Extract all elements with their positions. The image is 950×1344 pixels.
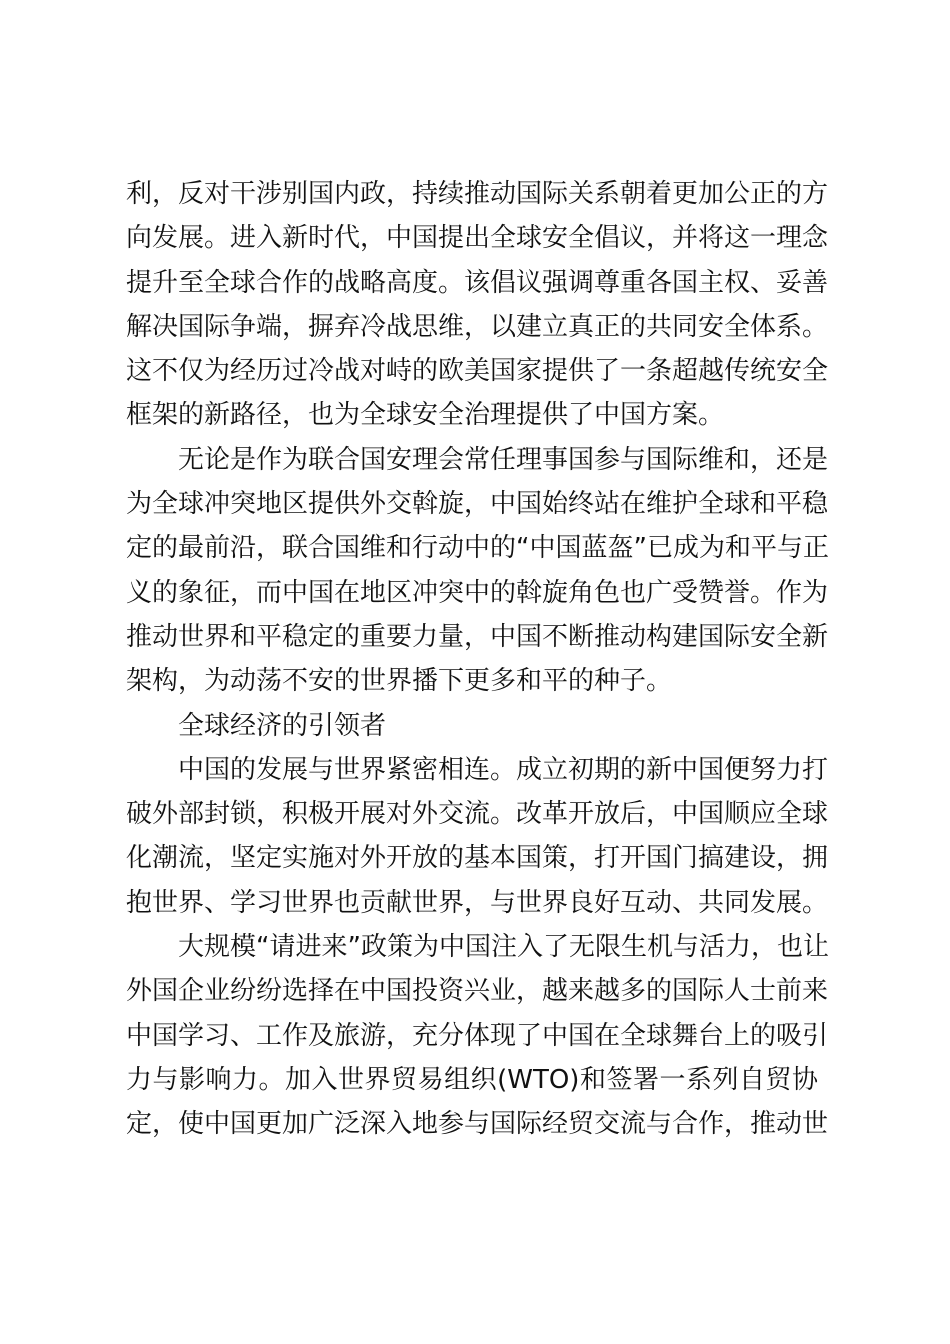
text-line: 义的象征，而中国在地区冲突中的斡旋角色也广受赞誉。作为 (126, 577, 829, 608)
paragraph-peacekeeping (126, 438, 829, 704)
paragraph-opening-up (126, 748, 829, 925)
text-line: 定的最前沿，联合国维和行动中的“中国蓝盔”已成为和平与正 (126, 533, 829, 564)
text-line: 向发展。进入新时代，中国提出全球安全倡议，并将这一理念 (126, 223, 829, 254)
text-line: 中国的发展与世界紧密相连。成立初期的新中国便努力打 (178, 754, 829, 785)
text-line: 力与影响力。加入世界贸易组织(WTO)和签署一系列自贸协 (126, 1064, 818, 1095)
document-page (126, 172, 829, 1147)
text-line: 大规模“请进来”政策为中国注入了无限生机与活力，也让 (178, 932, 829, 963)
text-line: 中国学习、工作及旅游，充分体现了中国在全球舞台上的吸引 (126, 1020, 829, 1051)
text-line: 外国企业纷纷选择在中国投资兴业，越来越多的国际人士前来 (126, 976, 829, 1007)
text-line: 抱世界、学习世界也贡献世界，与世界良好互动、共同发展。 (126, 887, 829, 918)
text-line: 架构，为动荡不安的世界播下更多和平的种子。 (126, 666, 673, 697)
paragraph-continuation (126, 172, 829, 438)
text-line: 定，使中国更加广泛深入地参与国际经贸交流与合作，推动世 (126, 1109, 829, 1140)
text-line: 利，反对干涉别国内政，持续推动国际关系朝着更加公正的方 (126, 179, 829, 209)
text-line: 为全球冲突地区提供外交斡旋，中国始终站在维护全球和平稳 (126, 489, 829, 520)
text-line: 这不仅为经历过冷战对峙的欧美国家提供了一条超越传统安全 (126, 356, 829, 387)
text-line: 提升至全球合作的战略高度。该倡议强调尊重各国主权、妥善 (126, 267, 829, 298)
section-heading (126, 704, 818, 748)
text-line: 框架的新路径，也为全球安全治理提供了中国方案。 (126, 400, 725, 431)
text-line: 推动世界和平稳定的重要力量，中国不断推动构建国际安全新 (126, 621, 829, 652)
text-line: 破外部封锁，积极开展对外交流。改革开放后，中国顺应全球 (126, 799, 829, 830)
text-line: 化潮流，坚定实施对外开放的基本国策，打开国门搞建设，拥 (126, 843, 829, 874)
section-heading-text: 全球经济的引领者 (178, 710, 387, 741)
paragraph-bring-in (126, 925, 829, 1146)
text-line: 无论是作为联合国安理会常任理事国参与国际维和，还是 (178, 444, 829, 475)
text-line: 解决国际争端，摒弃冷战思维，以建立真正的共同安全体系。 (126, 311, 829, 342)
